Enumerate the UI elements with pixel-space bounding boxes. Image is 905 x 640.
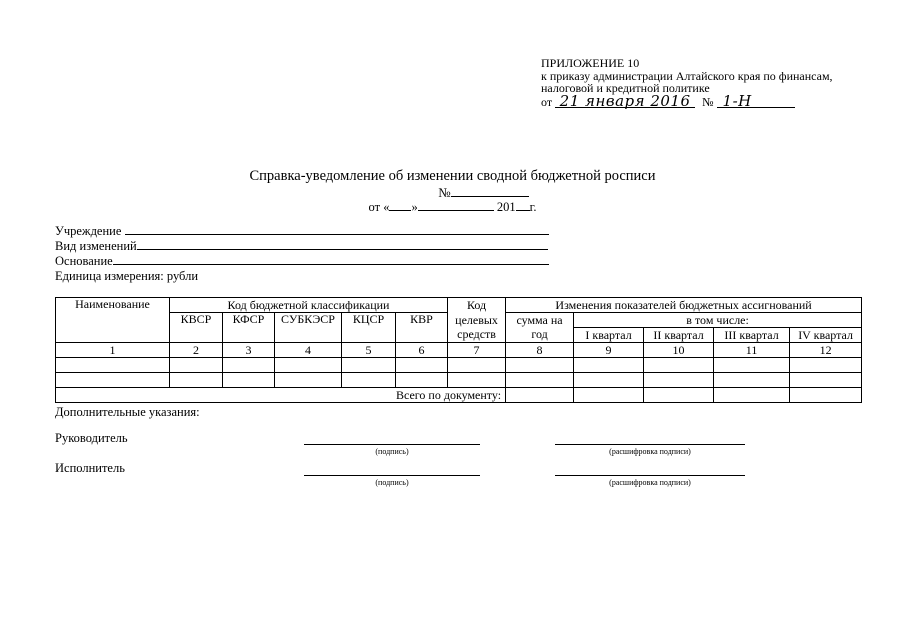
total-cell[interactable] bbox=[790, 388, 862, 403]
header-including: в том числе: bbox=[574, 313, 862, 328]
col-num: 10 bbox=[644, 343, 714, 358]
appendix-date-prefix: от bbox=[541, 94, 553, 109]
col-num: 1 bbox=[56, 343, 170, 358]
header-subkesr: СУБКЭСР bbox=[275, 313, 342, 343]
document-date-line bbox=[0, 200, 905, 215]
table-cell[interactable] bbox=[448, 373, 506, 388]
table-cell[interactable] bbox=[644, 373, 714, 388]
date-mid: » bbox=[411, 200, 418, 214]
date-day-field bbox=[389, 200, 411, 211]
col-num: 8 bbox=[506, 343, 574, 358]
header-year-1: сумма на bbox=[506, 313, 574, 328]
header-kvsr: КВСР bbox=[170, 313, 223, 343]
head-label: Руководитель bbox=[55, 431, 128, 445]
table-cell[interactable] bbox=[275, 373, 342, 388]
institution-field bbox=[125, 224, 549, 235]
appendix-date-line bbox=[541, 91, 833, 110]
change-type-label: Вид изменений bbox=[55, 239, 137, 253]
table-row bbox=[56, 373, 862, 388]
table-row bbox=[56, 358, 862, 373]
appendix-order-line2: налоговой и кредитной политике bbox=[541, 81, 710, 95]
total-cell[interactable] bbox=[506, 388, 574, 403]
date-suffix: г. bbox=[529, 200, 537, 214]
table-cell[interactable] bbox=[448, 358, 506, 373]
total-cell[interactable] bbox=[714, 388, 790, 403]
appendix-number-value: 1-Н bbox=[717, 95, 795, 109]
header-q4: IV квартал bbox=[790, 328, 862, 343]
table-cell[interactable] bbox=[223, 373, 275, 388]
total-cell[interactable] bbox=[574, 388, 644, 403]
header-target-code-2: целевых bbox=[448, 313, 506, 328]
date-prefix: от « bbox=[368, 200, 390, 214]
col-num: 4 bbox=[275, 343, 342, 358]
date-year-field bbox=[516, 200, 530, 211]
table-cell[interactable] bbox=[342, 358, 396, 373]
head-signature-line[interactable] bbox=[304, 444, 480, 445]
table-cell[interactable] bbox=[644, 358, 714, 373]
total-cell[interactable] bbox=[644, 388, 714, 403]
extra-instructions: Дополнительные указания: bbox=[55, 405, 200, 419]
table-cell[interactable] bbox=[56, 373, 170, 388]
unit-row bbox=[55, 269, 198, 283]
head-name-caption: (расшифровка подписи) bbox=[609, 447, 691, 456]
date-year: 201 bbox=[496, 200, 516, 214]
change-type-row bbox=[55, 239, 548, 253]
executor-name-line[interactable] bbox=[555, 475, 745, 476]
table-cell[interactable] bbox=[342, 373, 396, 388]
header-target-code-3: средств bbox=[448, 328, 506, 343]
header-year-2: год bbox=[506, 328, 574, 343]
head-signature-caption: (подпись) bbox=[375, 447, 409, 456]
appendix-title: ПРИЛОЖЕНИЕ 10 bbox=[541, 56, 640, 70]
table-cell[interactable] bbox=[396, 373, 448, 388]
table-cell[interactable] bbox=[574, 358, 644, 373]
table-cell[interactable] bbox=[506, 358, 574, 373]
appendix-order-line1: к приказу администрации Алтайского края по финансам, bbox=[541, 68, 833, 83]
col-num: 11 bbox=[714, 343, 790, 358]
header-target-code-1: Код bbox=[448, 298, 506, 313]
basis-row bbox=[55, 254, 549, 268]
document-number-field bbox=[451, 185, 529, 197]
table-cell[interactable] bbox=[275, 358, 342, 373]
column-number-row bbox=[56, 343, 862, 358]
institution-label: Учреждение bbox=[55, 224, 122, 238]
basis-label: Основание bbox=[55, 254, 113, 268]
table-cell[interactable] bbox=[396, 358, 448, 373]
header-kfsr: КФСР bbox=[223, 313, 275, 343]
executor-signature-caption: (подпись) bbox=[375, 478, 409, 487]
executor-label: Исполнитель bbox=[55, 461, 125, 475]
header-row-1 bbox=[56, 298, 862, 313]
table-cell[interactable] bbox=[790, 373, 862, 388]
table-cell[interactable] bbox=[56, 358, 170, 373]
total-row bbox=[56, 388, 862, 403]
total-label: Всего по документу: bbox=[56, 388, 506, 403]
header-name-cont bbox=[56, 313, 170, 328]
document-title: Справка-уведомление об изменении сводной бюджетной росписи bbox=[249, 168, 656, 184]
table-cell[interactable] bbox=[790, 358, 862, 373]
institution-row bbox=[55, 224, 549, 238]
col-num: 3 bbox=[223, 343, 275, 358]
header-budget-code: Код бюджетной классификации bbox=[170, 298, 448, 313]
unit-label: Единица измерения: рубли bbox=[55, 269, 199, 283]
table-cell[interactable] bbox=[170, 373, 223, 388]
col-num: 7 bbox=[448, 343, 506, 358]
executor-name-caption: (расшифровка подписи) bbox=[609, 478, 691, 487]
table-cell[interactable] bbox=[714, 358, 790, 373]
header-kvr: КВР bbox=[396, 313, 448, 343]
header-name: Наименование bbox=[56, 298, 170, 313]
head-name-line[interactable] bbox=[555, 444, 745, 445]
col-num: 2 bbox=[170, 343, 223, 358]
col-num: 6 bbox=[396, 343, 448, 358]
header-row-2 bbox=[56, 313, 862, 328]
header-q3: III квартал bbox=[714, 328, 790, 343]
header-q1: I квартал bbox=[574, 328, 644, 343]
col-num: 9 bbox=[574, 343, 644, 358]
header-name-cont2 bbox=[56, 328, 170, 343]
executor-signature-line[interactable] bbox=[304, 475, 480, 476]
change-type-field bbox=[137, 239, 548, 250]
basis-field bbox=[113, 254, 549, 265]
date-month-field bbox=[418, 200, 494, 211]
col-num: 5 bbox=[342, 343, 396, 358]
document-number-label: № bbox=[438, 185, 451, 200]
table-cell[interactable] bbox=[574, 373, 644, 388]
table-cell[interactable] bbox=[170, 358, 223, 373]
appendix-number-prefix: № bbox=[702, 94, 714, 109]
table-cell[interactable] bbox=[714, 373, 790, 388]
table-cell[interactable] bbox=[223, 358, 275, 373]
document-number-line bbox=[0, 185, 905, 201]
budget-table bbox=[55, 297, 862, 403]
appendix-block bbox=[541, 57, 833, 108]
header-kcsr: КЦСР bbox=[342, 313, 396, 343]
header-q2: II квартал bbox=[644, 328, 714, 343]
col-num: 12 bbox=[790, 343, 862, 358]
header-changes: Изменения показателей бюджетных ассигнований bbox=[506, 298, 862, 313]
table-cell[interactable] bbox=[506, 373, 574, 388]
appendix-date-value: 21 января 2016 bbox=[555, 95, 695, 109]
